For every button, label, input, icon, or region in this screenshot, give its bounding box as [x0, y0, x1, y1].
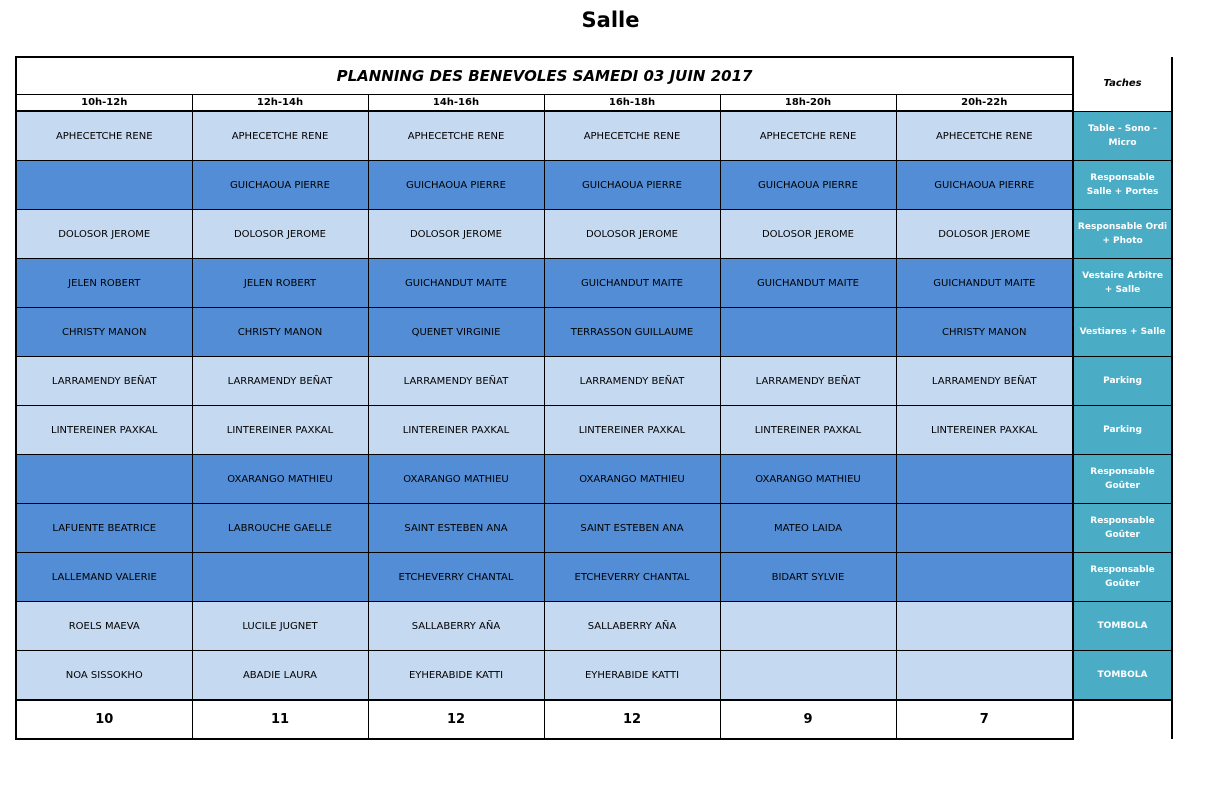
total-cell[interactable]: 10 — [16, 700, 192, 739]
planning-title: PLANNING DES BENEVOLES SAMEDI 03 JUIN 2017 — [16, 57, 1073, 95]
task-cell[interactable]: Responsable Goûter — [1073, 504, 1172, 553]
volunteer-cell[interactable]: DOLOSOR JEROME — [720, 210, 896, 259]
total-cell[interactable]: 11 — [192, 700, 368, 739]
title-row — [16, 57, 1172, 95]
volunteer-cell[interactable]: OXARANGO MATHIEU — [544, 455, 720, 504]
volunteer-cell[interactable] — [896, 602, 1073, 651]
volunteer-cell[interactable]: DOLOSOR JEROME — [896, 210, 1073, 259]
task-cell[interactable]: Parking — [1073, 357, 1172, 406]
volunteer-cell[interactable]: SAINT ESTEBEN ANA — [544, 504, 720, 553]
volunteer-cell[interactable]: GUICHAOUA PIERRE — [192, 161, 368, 210]
volunteer-cell[interactable]: JELEN ROBERT — [192, 259, 368, 308]
volunteer-cell[interactable] — [896, 455, 1073, 504]
volunteer-cell[interactable]: LINTEREINER PAXKAL — [192, 406, 368, 455]
volunteer-cell[interactable]: LARRAMENDY BEÑAT — [896, 357, 1073, 406]
volunteer-cell[interactable]: APHECETCHE RENE — [544, 111, 720, 161]
volunteer-cell[interactable]: LARRAMENDY BEÑAT — [16, 357, 192, 406]
volunteer-cell[interactable] — [720, 651, 896, 701]
volunteer-cell[interactable]: LARRAMENDY BEÑAT — [544, 357, 720, 406]
volunteer-cell[interactable]: GUICHANDUT MAITE — [368, 259, 544, 308]
volunteer-cell[interactable]: GUICHAOUA PIERRE — [544, 161, 720, 210]
volunteer-row — [16, 308, 1172, 357]
task-cell[interactable]: Responsable Goûter — [1073, 455, 1172, 504]
total-cell[interactable]: 7 — [896, 700, 1073, 739]
volunteer-row — [16, 210, 1172, 259]
volunteer-row — [16, 357, 1172, 406]
volunteer-cell[interactable]: CHRISTY MANON — [16, 308, 192, 357]
volunteer-cell[interactable]: TERRASSON GUILLAUME — [544, 308, 720, 357]
volunteer-cell[interactable]: ETCHEVERRY CHANTAL — [368, 553, 544, 602]
task-cell[interactable]: Responsable Goûter — [1073, 553, 1172, 602]
volunteer-cell[interactable]: LUCILE JUGNET — [192, 602, 368, 651]
volunteer-row — [16, 504, 1172, 553]
volunteer-cell[interactable]: EYHERABIDE KATTI — [368, 651, 544, 701]
time-slot-header: 16h-18h — [544, 95, 720, 112]
volunteer-cell[interactable]: LINTEREINER PAXKAL — [896, 406, 1073, 455]
task-cell[interactable]: TOMBOLA — [1073, 602, 1172, 651]
total-cell[interactable]: 9 — [720, 700, 896, 739]
volunteer-cell[interactable] — [192, 553, 368, 602]
task-cell[interactable]: Vestaire Arbitre + Salle — [1073, 259, 1172, 308]
volunteer-cell[interactable]: DOLOSOR JEROME — [544, 210, 720, 259]
volunteer-cell[interactable]: LAFUENTE BEATRICE — [16, 504, 192, 553]
volunteer-cell[interactable]: SALLABERRY AÑA — [368, 602, 544, 651]
total-cell[interactable]: 12 — [368, 700, 544, 739]
volunteer-cell[interactable]: MATEO LAIDA — [720, 504, 896, 553]
volunteer-cell[interactable] — [16, 455, 192, 504]
volunteer-cell[interactable]: LARRAMENDY BEÑAT — [192, 357, 368, 406]
volunteer-row — [16, 161, 1172, 210]
volunteer-row — [16, 259, 1172, 308]
volunteer-cell[interactable] — [720, 602, 896, 651]
volunteer-row — [16, 651, 1172, 701]
sheet-title: Salle — [581, 8, 640, 32]
volunteer-cell[interactable]: GUICHAOUA PIERRE — [368, 161, 544, 210]
volunteer-cell[interactable]: GUICHAOUA PIERRE — [896, 161, 1073, 210]
volunteer-cell[interactable] — [896, 504, 1073, 553]
time-slot-header-row — [16, 95, 1172, 112]
volunteer-cell[interactable]: LINTEREINER PAXKAL — [720, 406, 896, 455]
time-slot-header: 18h-20h — [720, 95, 896, 112]
volunteer-cell[interactable]: CHRISTY MANON — [896, 308, 1073, 357]
task-cell[interactable]: Responsable Ordi + Photo — [1073, 210, 1172, 259]
volunteer-cell[interactable]: LARRAMENDY BEÑAT — [720, 357, 896, 406]
totals-blank-cell — [1073, 700, 1172, 739]
volunteer-row — [16, 602, 1172, 651]
task-cell[interactable]: Parking — [1073, 406, 1172, 455]
volunteer-cell[interactable] — [896, 651, 1073, 701]
volunteer-cell[interactable]: CHRISTY MANON — [192, 308, 368, 357]
volunteer-cell[interactable]: APHECETCHE RENE — [720, 111, 896, 161]
volunteer-cell[interactable]: EYHERABIDE KATTI — [544, 651, 720, 701]
volunteer-cell[interactable]: ETCHEVERRY CHANTAL — [544, 553, 720, 602]
volunteer-cell[interactable] — [16, 161, 192, 210]
volunteer-cell[interactable]: LINTEREINER PAXKAL — [16, 406, 192, 455]
total-cell[interactable]: 12 — [544, 700, 720, 739]
volunteer-cell[interactable]: JELEN ROBERT — [16, 259, 192, 308]
volunteer-cell[interactable]: NOA SISSOKHO — [16, 651, 192, 701]
totals-row — [16, 700, 1172, 739]
volunteer-row — [16, 455, 1172, 504]
volunteer-cell[interactable]: QUENET VIRGINIE — [368, 308, 544, 357]
task-cell[interactable]: TOMBOLA — [1073, 651, 1172, 701]
volunteer-cell[interactable]: APHECETCHE RENE — [16, 111, 192, 161]
task-cell[interactable]: Vestiares + Salle — [1073, 308, 1172, 357]
volunteer-cell[interactable]: SALLABERRY AÑA — [544, 602, 720, 651]
volunteer-row — [16, 553, 1172, 602]
volunteer-cell[interactable]: GUICHANDUT MAITE — [544, 259, 720, 308]
volunteer-cell[interactable]: APHECETCHE RENE — [368, 111, 544, 161]
tasks-header: Taches — [1073, 57, 1172, 111]
volunteer-row — [16, 406, 1172, 455]
time-slot-header: 10h-12h — [16, 95, 192, 112]
task-cell[interactable]: Responsable Salle + Portes — [1073, 161, 1172, 210]
volunteer-cell[interactable]: DOLOSOR JEROME — [192, 210, 368, 259]
volunteer-cell[interactable]: LALLEMAND VALERIE — [16, 553, 192, 602]
volunteer-cell[interactable]: LARRAMENDY BEÑAT — [368, 357, 544, 406]
volunteer-cell[interactable]: DOLOSOR JEROME — [16, 210, 192, 259]
volunteer-cell[interactable]: DOLOSOR JEROME — [368, 210, 544, 259]
volunteer-cell[interactable]: OXARANGO MATHIEU — [368, 455, 544, 504]
volunteer-cell[interactable]: GUICHAOUA PIERRE — [720, 161, 896, 210]
volunteer-cell[interactable]: GUICHANDUT MAITE — [896, 259, 1073, 308]
volunteer-cell[interactable]: OXARANGO MATHIEU — [192, 455, 368, 504]
volunteer-cell[interactable]: LINTEREINER PAXKAL — [368, 406, 544, 455]
volunteer-cell[interactable]: GUICHANDUT MAITE — [720, 259, 896, 308]
volunteer-cell[interactable] — [720, 308, 896, 357]
volunteer-cell[interactable]: BIDART SYLVIE — [720, 553, 896, 602]
time-slot-header: 14h-16h — [368, 95, 544, 112]
volunteer-cell[interactable]: APHECETCHE RENE — [192, 111, 368, 161]
volunteer-cell[interactable]: OXARANGO MATHIEU — [720, 455, 896, 504]
volunteer-cell[interactable]: APHECETCHE RENE — [896, 111, 1073, 161]
volunteer-cell[interactable]: LINTEREINER PAXKAL — [544, 406, 720, 455]
volunteer-cell[interactable]: ROELS MAEVA — [16, 602, 192, 651]
volunteer-cell[interactable] — [896, 553, 1073, 602]
volunteer-row — [16, 111, 1172, 161]
time-slot-header: 20h-22h — [896, 95, 1073, 112]
volunteer-cell[interactable]: ABADIE LAURA — [192, 651, 368, 701]
time-slot-header: 12h-14h — [192, 95, 368, 112]
task-cell[interactable]: Table - Sono - Micro — [1073, 111, 1172, 161]
planning-table — [15, 56, 1173, 740]
volunteer-cell[interactable]: LABROUCHE GAELLE — [192, 504, 368, 553]
volunteer-cell[interactable]: SAINT ESTEBEN ANA — [368, 504, 544, 553]
